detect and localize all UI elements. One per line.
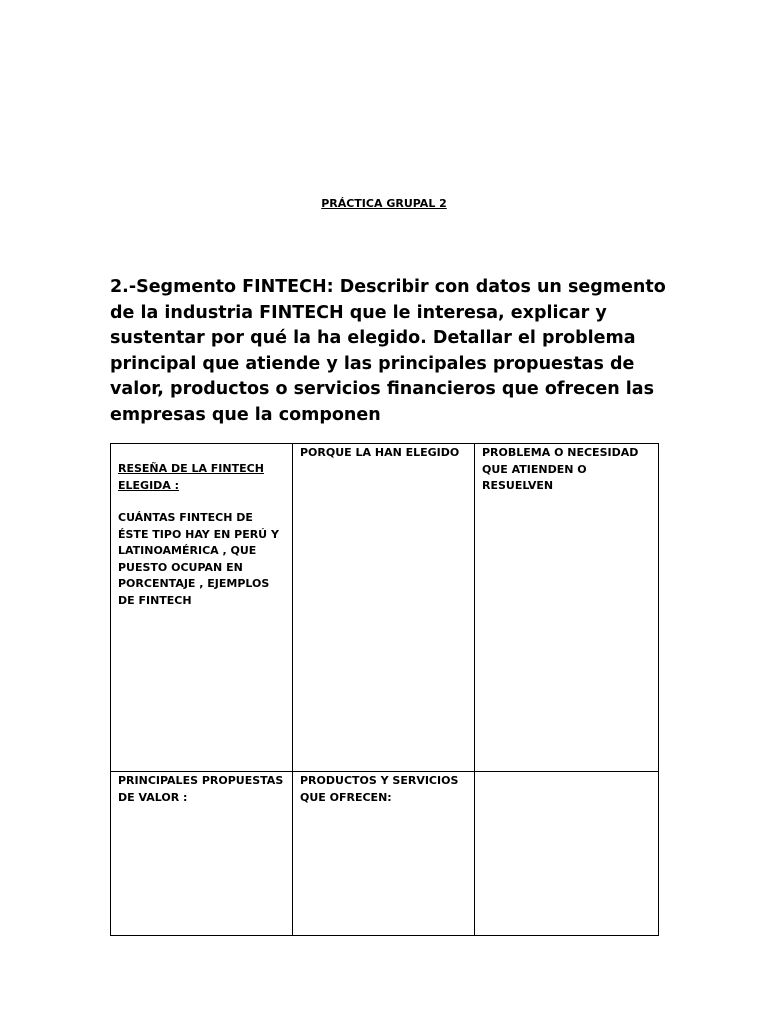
why-chosen-label: PORQUE LA HAN ELEGIDO [300, 446, 460, 459]
table-row [111, 772, 659, 936]
table-row [111, 444, 659, 772]
fintech-summary-heading: RESEÑA DE LA FINTECH ELEGIDA : [118, 462, 264, 492]
cell-why-chosen [293, 444, 475, 772]
cell-problem-need [475, 444, 659, 772]
products-services-label: PRODUCTOS Y SERVICIOS QUE OFRECEN: [300, 774, 459, 804]
cell-value-propositions [111, 772, 293, 936]
cell-empty [475, 772, 659, 936]
problem-need-label: PROBLEMA O NECESIDAD QUE ATIENDEN O RESUELVEN [482, 446, 639, 492]
cell-fintech-summary [111, 444, 293, 772]
assignment-instruction: 2.-Segmento FINTECH: Describir con datos un segmento de la industria FINTECH que le interesa, explicar y sustentar por qué la ha elegido. Detallar el problema principal que atiende y las principales propuestas de valor, productos o servicios financieros que ofrecen las empresas que la componen [110, 277, 666, 425]
fintech-table [110, 443, 659, 936]
page-title: PRÁCTICA GRUPAL 2 [321, 197, 447, 210]
cell-products-services [293, 772, 475, 936]
fintech-count-question: CUÁNTAS FINTECH DE ÉSTE TIPO HAY EN PERÚ Y LATINOAMÉRICA , QUE PUESTO OCUPAN EN PORCENTAJE , EJEMPLOS DE FINTECH [118, 511, 279, 607]
value-propositions-label: PRINCIPALES PROPUESTAS DE VALOR : [118, 774, 284, 804]
